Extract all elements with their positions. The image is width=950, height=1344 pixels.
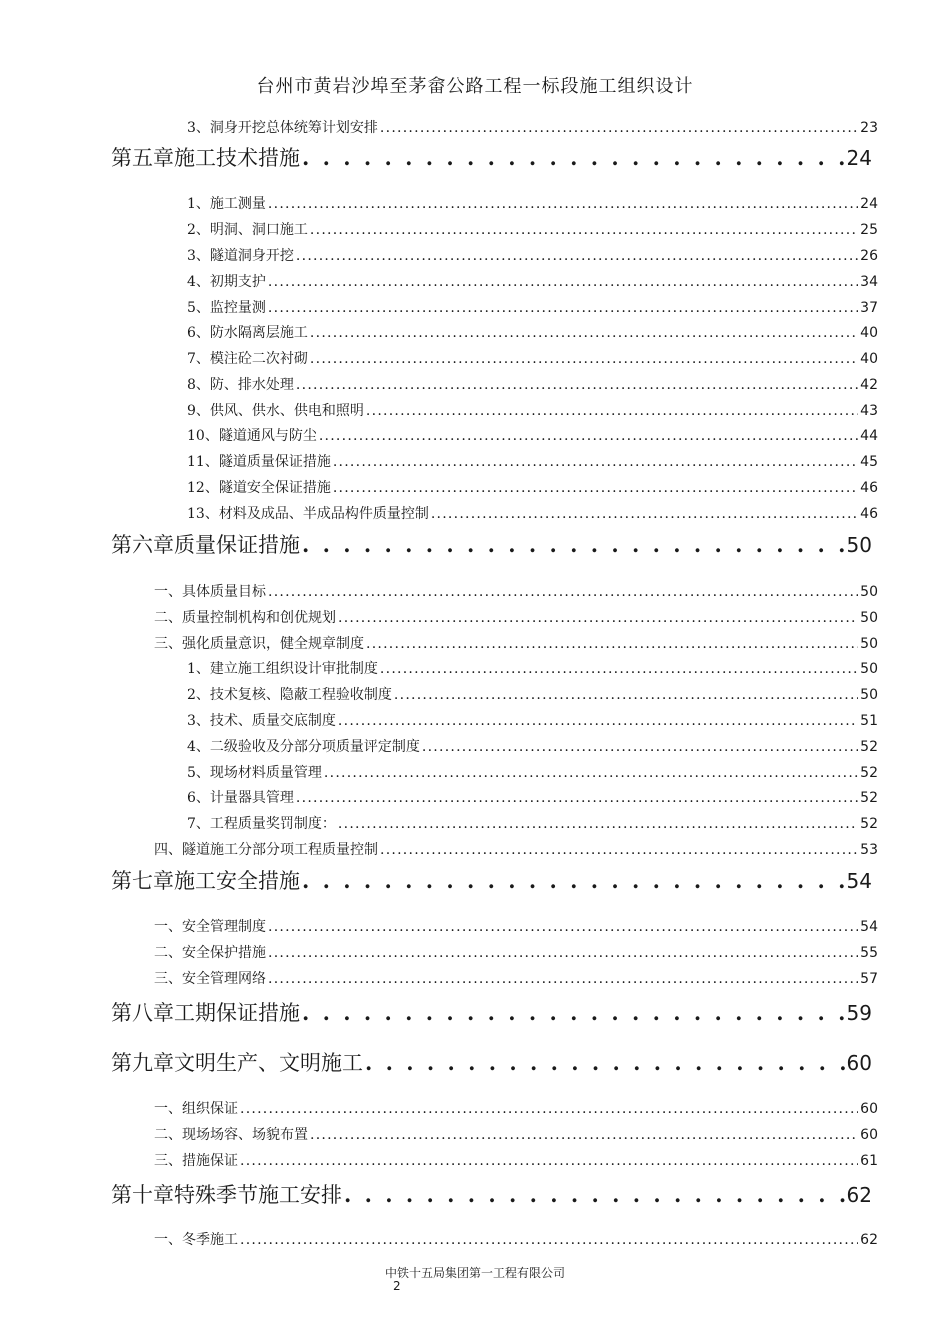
toc-leader-dots: [333, 452, 858, 472]
toc-entry: [187, 659, 878, 679]
toc-entry-page: 46: [860, 506, 878, 522]
toc-entry-page: 62: [846, 1183, 872, 1207]
toc-entry-label: 二、现场场容、场貌布置: [154, 1127, 308, 1143]
toc-entry-page: 24: [860, 196, 878, 212]
toc-entry: [154, 634, 878, 654]
toc-entry-page: 43: [860, 403, 878, 419]
toc-entry-page: 52: [860, 765, 878, 781]
toc-entry-page: 46: [860, 480, 878, 496]
toc-entry-page: 52: [860, 816, 878, 832]
toc-entry: [154, 969, 878, 989]
toc-entry-label: 3、洞身开挖总体统筹计划安排: [187, 120, 378, 136]
toc-entry-page: 53: [860, 842, 878, 858]
toc-entry-page: 24: [846, 146, 872, 170]
toc-chapter-entry: [111, 1048, 872, 1078]
toc-entry: [187, 814, 878, 834]
toc-leader-dots: [394, 685, 858, 705]
toc-leader-dots: [296, 788, 858, 808]
toc-entry: [187, 118, 878, 138]
toc-entry-label: 二、安全保护措施: [154, 945, 266, 961]
toc-entry: [154, 582, 878, 602]
toc-entry-page: 50: [846, 533, 872, 557]
toc-entry-page: 23: [860, 120, 878, 136]
toc-entry-page: 60: [860, 1101, 878, 1117]
toc-entry: [187, 504, 878, 524]
toc-entry: [187, 246, 878, 266]
toc-entry-page: 54: [860, 919, 878, 935]
toc-entry: [187, 375, 878, 395]
toc-entry-page: 50: [860, 636, 878, 652]
toc-entry-page: 25: [860, 222, 878, 238]
toc-chapter-entry: [111, 866, 872, 896]
toc-entry-page: 52: [860, 790, 878, 806]
toc-entry: [154, 1151, 878, 1171]
toc-leader-dots: [366, 634, 858, 654]
toc-entry-label: 一、组织保证: [154, 1101, 238, 1117]
toc-leader-dots: [380, 659, 858, 679]
toc-entry-page: 54: [846, 869, 872, 893]
toc-entry: [187, 685, 878, 705]
toc-entry-label: 一、安全管理制度: [154, 919, 266, 935]
toc-entry-label: 第十章特殊季节施工安排: [111, 1183, 342, 1207]
toc-entry-label: 三、措施保证: [154, 1153, 238, 1169]
toc-leader-dots: [296, 375, 858, 395]
toc-leader-dots: [310, 349, 858, 369]
toc-entry-page: 60: [860, 1127, 878, 1143]
toc-leader-dots: [338, 608, 858, 628]
toc-entry-label: 10、隧道通风与防尘: [187, 428, 317, 444]
toc-entry-label: 一、冬季施工: [154, 1232, 238, 1248]
toc-entry: [187, 298, 878, 318]
toc-leader-dots: [302, 143, 845, 173]
toc-entry-label: 6、防水隔离层施工: [187, 325, 308, 341]
toc-entry-label: 4、二级验收及分部分项质量评定制度: [187, 739, 420, 755]
toc-entry-page: 52: [860, 739, 878, 755]
toc-entry: [187, 452, 878, 472]
toc-leader-dots: [431, 504, 858, 524]
toc-entry-page: 50: [860, 584, 878, 600]
toc-entry-label: 3、隧道洞身开挖: [187, 248, 294, 264]
toc-entry-page: 51: [860, 713, 878, 729]
toc-leader-dots: [268, 272, 858, 292]
toc-entry-page: 50: [860, 610, 878, 626]
toc-leader-dots: [268, 582, 858, 602]
toc-entry-label: 二、质量控制机构和创优规划: [154, 610, 336, 626]
toc-entry-label: 第九章文明生产、文明施工: [111, 1051, 363, 1075]
toc-entry-label: 三、安全管理网络: [154, 971, 266, 987]
toc-leader-dots: [268, 943, 858, 963]
toc-entry-page: 40: [860, 351, 878, 367]
toc-entry: [187, 401, 878, 421]
toc-entry-label: 2、明洞、洞口施工: [187, 222, 308, 238]
toc-entry-label: 8、防、排水处理: [187, 377, 294, 393]
toc-entry-label: 第六章质量保证措施: [111, 533, 300, 557]
toc-entry: [187, 478, 878, 498]
toc-leader-dots: [268, 298, 858, 318]
toc-leader-dots: [310, 220, 858, 240]
toc-entry-page: 40: [860, 325, 878, 341]
toc-entry: [154, 840, 878, 860]
toc-chapter-entry: [111, 998, 872, 1028]
toc-entry-page: 34: [860, 274, 878, 290]
toc-entry-page: 57: [860, 971, 878, 987]
toc-leader-dots: [302, 530, 845, 560]
toc-leader-dots: [310, 1125, 858, 1145]
toc-leader-dots: [338, 814, 858, 834]
toc-entry-page: 50: [860, 687, 878, 703]
toc-entry: [187, 194, 878, 214]
toc-leader-dots: [310, 323, 858, 343]
toc-entry: [154, 608, 878, 628]
toc-leader-dots: [338, 711, 858, 731]
toc-entry-label: 12、隧道安全保证措施: [187, 480, 331, 496]
toc-leader-dots: [380, 118, 858, 138]
toc-entry: [154, 1230, 878, 1250]
toc-chapter-entry: [111, 143, 872, 173]
toc-entry: [187, 737, 878, 757]
toc-leader-dots: [240, 1230, 858, 1250]
toc-leader-dots: [302, 998, 845, 1028]
toc-entry-page: 59: [846, 1001, 872, 1025]
toc-entry-page: 55: [860, 945, 878, 961]
toc-entry-label: 13、材料及成品、半成品构件质量控制: [187, 506, 429, 522]
toc-chapter-entry: [111, 1180, 872, 1210]
toc-entry-label: 5、现场材料质量管理: [187, 765, 322, 781]
toc-leader-dots: [302, 866, 845, 896]
toc-entry-label: 5、监控量测: [187, 300, 266, 316]
toc-entry-label: 第五章施工技术措施: [111, 146, 300, 170]
toc-leader-dots: [365, 1048, 845, 1078]
toc-leader-dots: [333, 478, 858, 498]
toc-entry: [154, 943, 878, 963]
toc-leader-dots: [380, 840, 858, 860]
toc-entry-page: 50: [860, 661, 878, 677]
toc-entry: [187, 349, 878, 369]
toc-leader-dots: [324, 763, 858, 783]
toc-entry: [187, 711, 878, 731]
toc-entry-page: 42: [860, 377, 878, 393]
document-header-title: 台州市黄岩沙埠至茅畲公路工程一标段施工组织设计: [256, 76, 694, 97]
toc-leader-dots: [422, 737, 858, 757]
toc-entry: [187, 763, 878, 783]
toc-leader-dots: [366, 401, 858, 421]
toc-entry-label: 三、强化质量意识，健全规章制度: [154, 636, 364, 652]
toc-entry-label: 第七章施工安全措施: [111, 869, 300, 893]
toc-entry: [187, 426, 878, 446]
toc-entry-page: 26: [860, 248, 878, 264]
toc-entry: [154, 917, 878, 937]
toc-entry-label: 2、技术复核、隐蔽工程验收制度: [187, 687, 392, 703]
toc-leader-dots: [240, 1151, 858, 1171]
toc-entry-label: 1、建立施工组织设计审批制度: [187, 661, 378, 677]
toc-entry-label: 3、技术、质量交底制度: [187, 713, 336, 729]
toc-leader-dots: [296, 246, 858, 266]
toc-entry: [187, 323, 878, 343]
toc-entry-page: 61: [860, 1153, 878, 1169]
toc-leader-dots: [240, 1099, 858, 1119]
footer-company: 中铁十五局集团第一工程有限公司: [384, 1266, 565, 1280]
toc-entry-label: 第八章工期保证措施: [111, 1001, 300, 1025]
toc-entry-label: 一、具体质量目标: [154, 584, 266, 600]
toc-entry-label: 四、隧道施工分部分项工程质量控制: [154, 842, 378, 858]
toc-entry: [154, 1125, 878, 1145]
toc-leader-dots: [268, 917, 858, 937]
toc-entry: [154, 1099, 878, 1119]
toc-entry-label: 7、模注砼二次衬砌: [187, 351, 308, 367]
page-number: 2: [393, 1279, 401, 1293]
toc-leader-dots: [344, 1180, 845, 1210]
toc-entry: [187, 272, 878, 292]
toc-leader-dots: [319, 426, 858, 446]
toc-entry-page: 44: [860, 428, 878, 444]
toc-leader-dots: [268, 194, 858, 214]
toc-entry-page: 62: [860, 1232, 878, 1248]
toc-entry-label: 9、供风、供水、供电和照明: [187, 403, 364, 419]
toc-entry-label: 1、施工测量: [187, 196, 266, 212]
toc-entry-label: 6、计量器具管理: [187, 790, 294, 806]
toc-entry-label: 7、工程质量奖罚制度：: [187, 816, 336, 832]
toc-entry-page: 37: [860, 300, 878, 316]
toc-leader-dots: [268, 969, 858, 989]
toc-entry-page: 60: [846, 1051, 872, 1075]
toc-entry-label: 11、隧道质量保证措施: [187, 454, 331, 470]
toc-entry: [187, 220, 878, 240]
toc-entry-label: 4、初期支护: [187, 274, 266, 290]
toc-entry-page: 45: [860, 454, 878, 470]
toc-entry: [187, 788, 878, 808]
toc-chapter-entry: [111, 530, 872, 560]
